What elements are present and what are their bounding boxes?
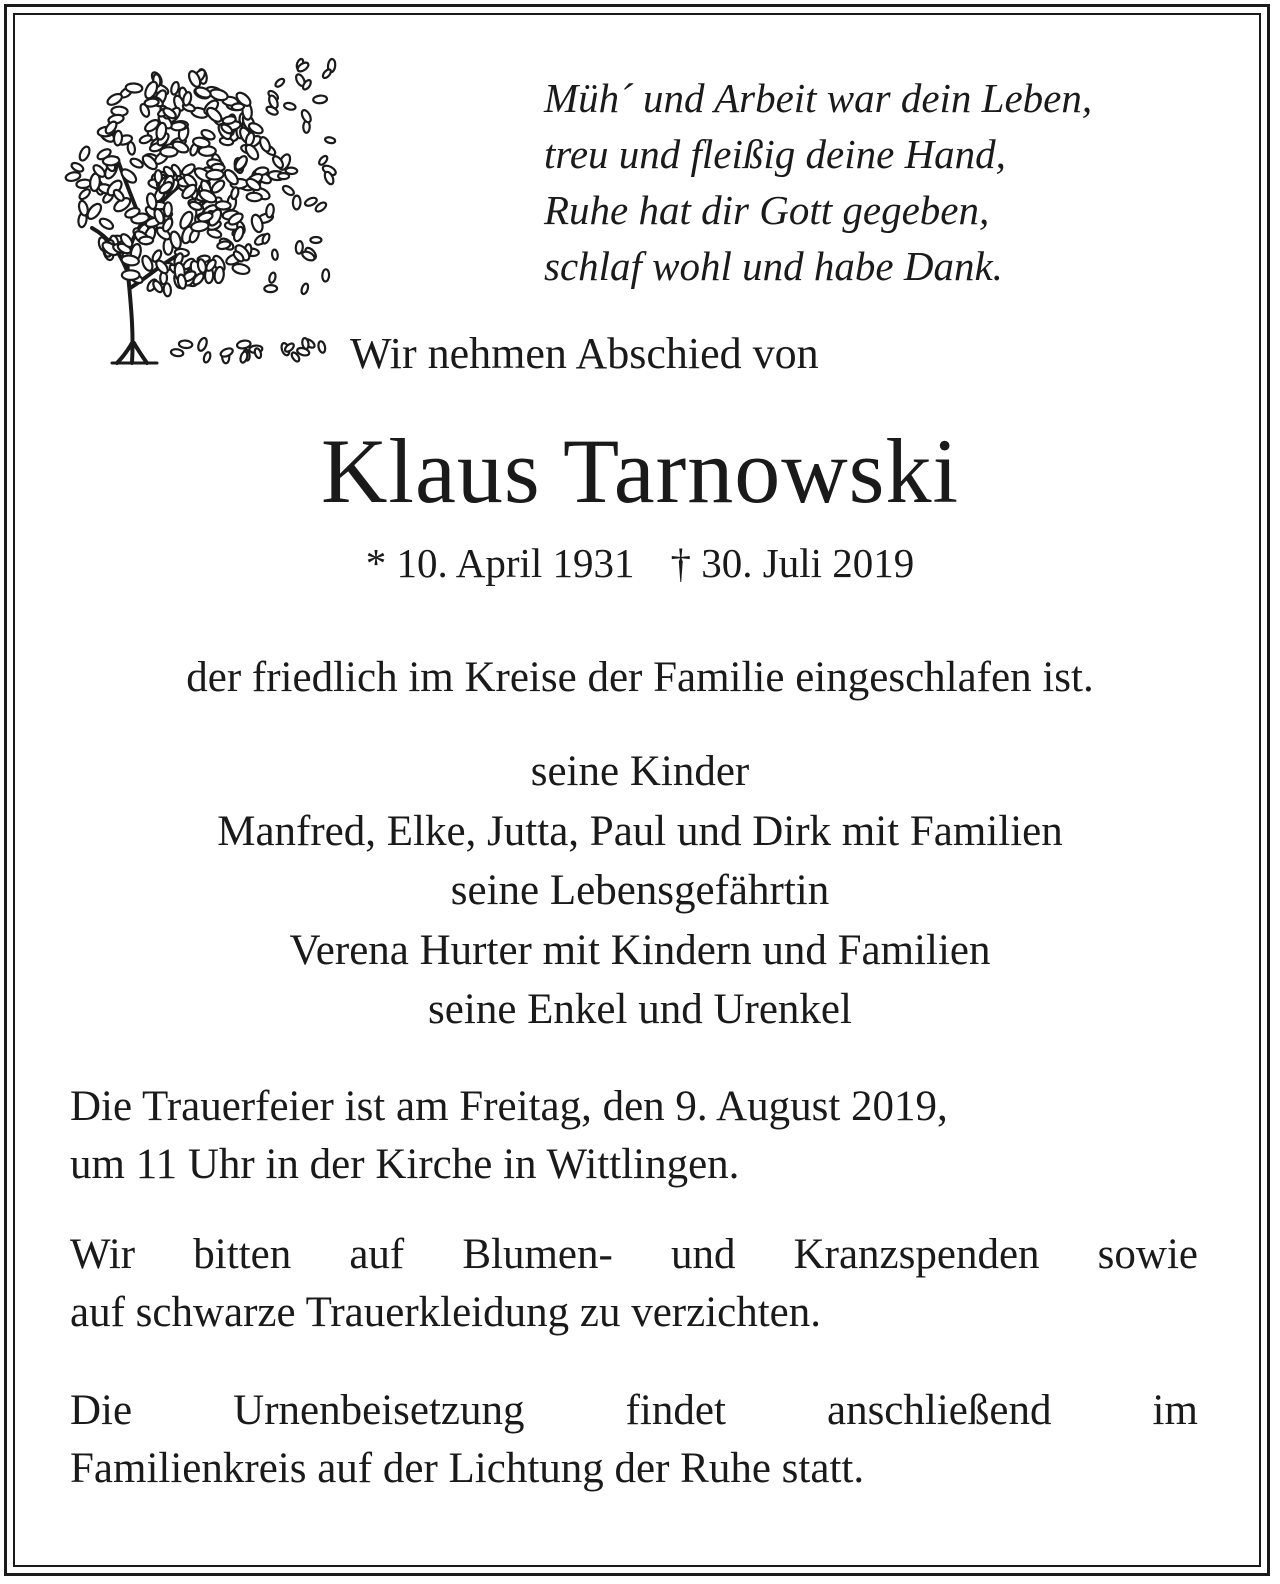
request-word: Wir [70, 1231, 136, 1278]
windblown-tree-icon [62, 38, 342, 373]
mourner-line: seine Enkel und Urenkel [428, 986, 852, 1033]
leaf-shape [103, 156, 120, 166]
leaf-shape [139, 236, 153, 244]
leaf-shape [293, 196, 301, 210]
burial-word: im [1152, 1387, 1198, 1434]
leaf-shape [205, 105, 224, 124]
leaf-shape [219, 347, 234, 358]
mourner-line: seine Lebensgefährtin [450, 867, 830, 914]
passed-text: der friedlich im Kreise der Familie eingeschlafen ist. [186, 654, 1094, 701]
leaf-shape [197, 337, 209, 352]
request-word: bitten [193, 1231, 292, 1278]
birth-date: * 10. April 1931 [365, 540, 635, 586]
leaf-shape [180, 162, 196, 177]
leaf-shape [163, 283, 171, 296]
leaf-shape [300, 283, 309, 295]
funeral-line: Die Trauerfeier ist am Freitag, den 9. August 2019, [70, 1083, 948, 1130]
request-line [70, 1226, 1198, 1284]
poem-line: schlaf wohl und habe Dank. [544, 243, 1003, 289]
funeral-paragraph [70, 1078, 1198, 1194]
leaf-shape [77, 200, 89, 217]
leaf-shape [271, 249, 278, 260]
leaf-shape [300, 109, 313, 124]
request-word: auf [349, 1231, 405, 1278]
burial-line [70, 1382, 1198, 1440]
leaf-shape [160, 147, 177, 156]
leaf-shape [179, 340, 193, 349]
leaf-shape [106, 92, 124, 107]
leaf-shape [321, 68, 332, 79]
leaf-shape [209, 88, 229, 102]
request-word: Blumen- [462, 1231, 613, 1278]
leaf-shape [78, 188, 92, 201]
burial-word: Die [70, 1387, 133, 1434]
leaf-shape [233, 154, 249, 171]
leaf-shape [258, 136, 272, 153]
leaf-shape [264, 285, 277, 292]
mourner-line: Verena Hurter mit Kindern und Familien [289, 926, 991, 974]
leaf-shape [144, 98, 159, 108]
leaf-shape [246, 192, 262, 201]
leaf-shape [214, 266, 225, 283]
leaf-shape [310, 237, 321, 243]
leaf-shape [281, 184, 295, 197]
request-line: auf schwarze Trauerkleidung zu verzichten. [70, 1289, 822, 1336]
burial-paragraph [70, 1382, 1198, 1498]
leaf-shape [114, 131, 123, 146]
leaf-shape [78, 145, 92, 162]
leaf-shape [127, 142, 136, 156]
leaf-shape [170, 348, 183, 357]
poem-line: Ruhe hat dir Gott gegeben, [544, 187, 990, 233]
leaf-shape [171, 122, 186, 131]
leaf-shape [203, 351, 212, 363]
leaf-shape [98, 217, 115, 231]
leaf-shape [301, 338, 309, 350]
request-paragraph [70, 1226, 1198, 1342]
leaf-shape [265, 204, 274, 218]
leaf-shape [278, 173, 289, 179]
burial-line: Familienkreis auf der Lichtung der Ruhe statt. [70, 1445, 865, 1492]
request-word: und [670, 1231, 736, 1278]
leaf-shape [230, 187, 239, 200]
leaf-shape [317, 341, 326, 354]
leaf-shape [268, 272, 276, 284]
poem-line: treu und fleißig deine Hand, [544, 131, 1006, 177]
leaf-shape [112, 188, 126, 202]
leaf-shape [313, 95, 327, 104]
leaf-shape [322, 269, 329, 282]
funeral-line: um 11 Uhr in der Kirche in Wittlingen. [70, 1141, 740, 1188]
burial-word: Urnenbeisetzung [233, 1387, 525, 1434]
death-date: † 30. Juli 2019 [670, 540, 915, 586]
leaf-shape [283, 102, 296, 111]
mourners-list [70, 742, 1210, 1040]
leaf-shape [232, 103, 245, 110]
burial-word: findet [625, 1387, 726, 1434]
leaf-shape [318, 155, 329, 167]
leaf-shape [122, 270, 140, 280]
mourner-line: Manfred, Elke, Jutta, Paul und Dirk mit Familien [217, 807, 1063, 855]
request-word: sowie [1097, 1231, 1198, 1278]
poem-line: Müh´ und Arbeit war dein Leben, [544, 75, 1093, 121]
request-word: Kranzspenden [793, 1231, 1040, 1278]
deceased-name: Klaus Tarnowski [320, 420, 960, 522]
mourner-line: seine Kinder [530, 748, 750, 795]
life-dates [0, 538, 1280, 588]
intro-text: Wir nehmen Abschied von [350, 329, 819, 378]
leaf-shape [274, 77, 285, 88]
leaf-shape [206, 169, 224, 179]
leaf-shape [325, 136, 336, 144]
leaf-shape [125, 83, 142, 93]
burial-word: anschließend [826, 1387, 1052, 1434]
leaf-shape [304, 196, 318, 207]
leaf-shape [164, 202, 172, 216]
poem [544, 70, 1224, 294]
leaf-shape [232, 263, 251, 276]
